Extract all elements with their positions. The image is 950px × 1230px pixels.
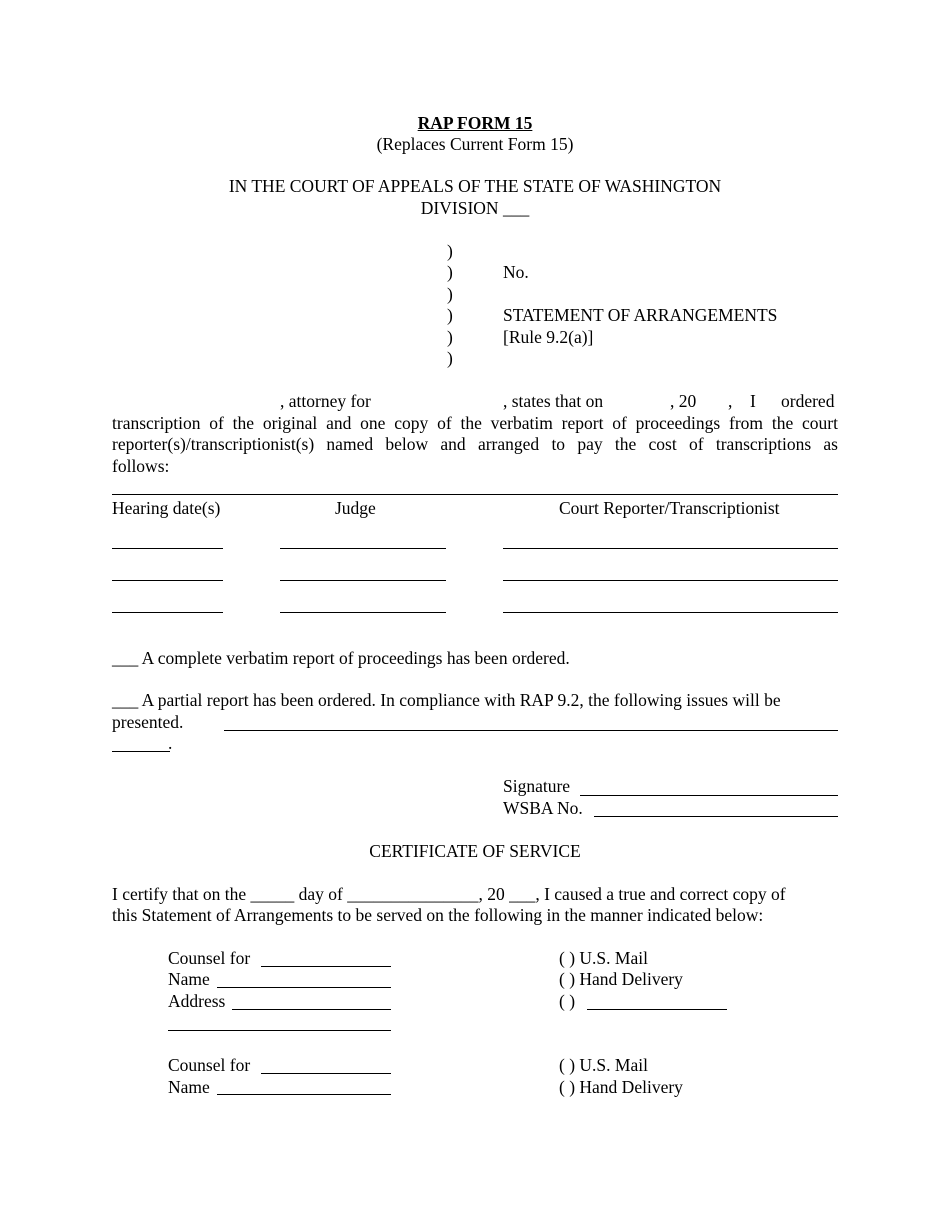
hand-delivery-option[interactable]: ( ) Hand Delivery — [559, 969, 683, 989]
caption-paren: ) — [447, 284, 453, 304]
other-method-field[interactable] — [587, 1009, 727, 1010]
wsba-number-field[interactable] — [594, 816, 838, 817]
certificate-line-2: this Statement of Arrangements to be served on the following in the manner indicated below: — [112, 905, 764, 925]
rule-reference: [Rule 9.2(a)] — [503, 327, 594, 347]
counsel-for-label: Counsel for — [168, 1055, 251, 1075]
intro-year-prefix: , 20 — [670, 391, 697, 411]
name-field[interactable] — [217, 1094, 391, 1095]
issues-field[interactable] — [224, 730, 838, 731]
intro-comma: , — [728, 391, 733, 411]
judge-field[interactable] — [280, 548, 446, 549]
intro-line-4: follows: — [112, 456, 170, 476]
complete-report-option: ___ A complete verbatim report of proceedings has been ordered. — [112, 648, 570, 668]
caption-paren: ) — [447, 348, 453, 368]
address-field-line-2[interactable] — [168, 1030, 391, 1031]
certificate-title: CERTIFICATE OF SERVICE — [369, 841, 581, 861]
intro-ordered: ordered — [781, 391, 835, 411]
intro-states-that-on: , states that on — [503, 391, 604, 411]
caption-paren: ) — [447, 327, 453, 347]
court-reporter-field[interactable] — [503, 612, 838, 613]
judge-field[interactable] — [280, 612, 446, 613]
intro-i: I — [750, 391, 756, 411]
hearing-date-field[interactable] — [112, 548, 223, 549]
hearing-date-field[interactable] — [112, 580, 223, 581]
counsel-for-field[interactable] — [261, 966, 391, 967]
header-court-reporter: Court Reporter/Transcriptionist — [559, 498, 780, 518]
counsel-for-label: Counsel for — [168, 948, 251, 968]
document-title: STATEMENT OF ARRANGEMENTS — [503, 305, 778, 325]
table-top-rule — [112, 494, 838, 495]
signature-field[interactable] — [580, 795, 838, 796]
other-method-option[interactable]: ( ) — [559, 991, 576, 1011]
us-mail-option[interactable]: ( ) U.S. Mail — [559, 1055, 648, 1075]
address-label: Address — [168, 991, 226, 1011]
signature-label: Signature — [503, 776, 571, 796]
form-title: RAP FORM 15 — [417, 113, 533, 133]
caption-paren: ) — [447, 262, 453, 282]
name-field[interactable] — [217, 987, 391, 988]
hand-delivery-option[interactable]: ( ) Hand Delivery — [559, 1077, 683, 1097]
form-subtitle: (Replaces Current Form 15) — [376, 134, 574, 154]
us-mail-option[interactable]: ( ) U.S. Mail — [559, 948, 648, 968]
certificate-line-1: I certify that on the _____ day of _______________, 20 ___, I caused a true and correct copy of — [112, 884, 786, 904]
name-label: Name — [168, 969, 210, 989]
judge-field[interactable] — [280, 580, 446, 581]
court-name: IN THE COURT OF APPEALS OF THE STATE OF WASHINGTON — [228, 176, 722, 196]
partial-end-period: . — [168, 733, 173, 753]
intro-line-3: reporter(s)/transcriptionist(s) named below and arranged to pay the cost of transcriptions as — [112, 434, 838, 454]
partial-report-option: ___ A partial report has been ordered. In compliance with RAP 9.2, the following issues will be — [112, 690, 781, 710]
court-reporter-field[interactable] — [503, 548, 838, 549]
court-reporter-field[interactable] — [503, 580, 838, 581]
address-field[interactable] — [232, 1009, 391, 1010]
caption-paren: ) — [447, 241, 453, 261]
header-hearing-dates: Hearing date(s) — [112, 498, 221, 518]
name-label: Name — [168, 1077, 210, 1097]
hearing-date-field[interactable] — [112, 612, 223, 613]
wsba-label: WSBA No. — [503, 798, 583, 818]
division-label: DIVISION ___ — [420, 198, 530, 218]
intro-line-2: transcription of the original and one copy of the verbatim report of proceedings from the court — [112, 413, 838, 433]
issues-field-continued[interactable] — [112, 751, 170, 752]
intro-attorney-for: , attorney for — [280, 391, 371, 411]
caption-paren: ) — [447, 305, 453, 325]
counsel-for-field[interactable] — [261, 1073, 391, 1074]
header-judge: Judge — [335, 498, 376, 518]
case-number-label: No. — [503, 262, 529, 282]
partial-presented-label: presented. — [112, 712, 184, 732]
